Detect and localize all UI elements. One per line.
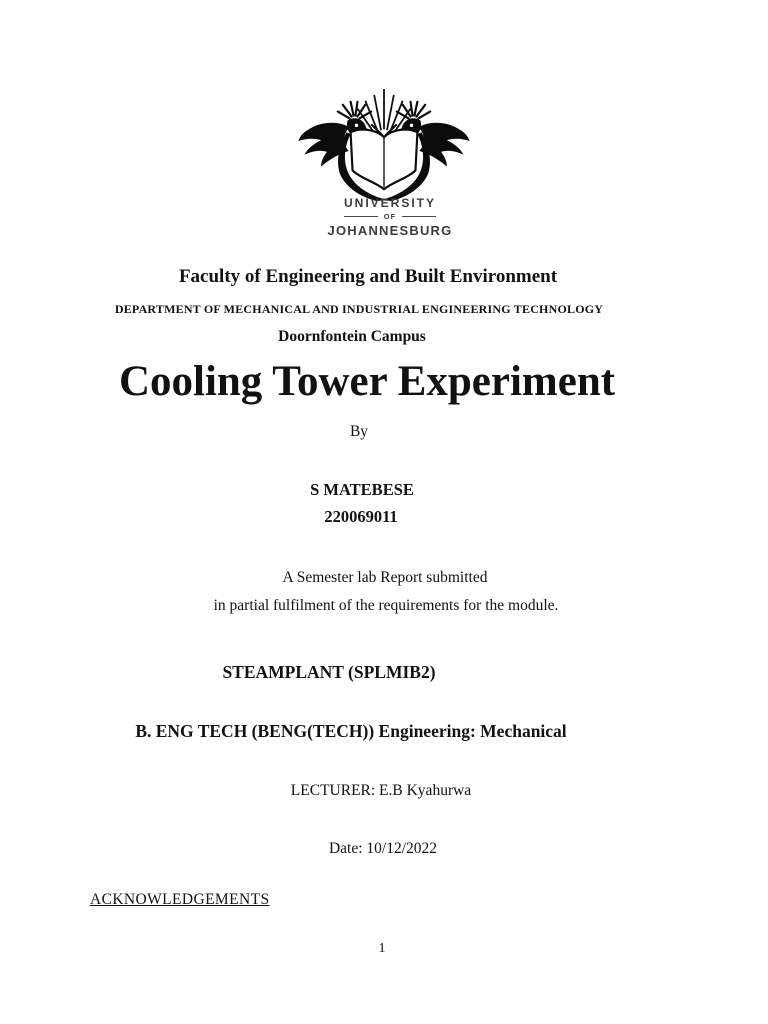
author-name: S MATEBESE (310, 480, 414, 499)
acknowledgements-heading: ACKNOWLEDGEMENTS (90, 891, 270, 908)
page-number: 1 (378, 941, 386, 956)
logo-of-text: OF (383, 212, 397, 221)
submission-line-1: A Semester lab Report submitted (282, 569, 488, 586)
logo-university-text: UNIVERSITY (343, 196, 436, 210)
lecturer-line: LECTURER: E.B Kyahurwa (290, 782, 472, 799)
faculty-line: Faculty of Engineering and Built Environment (178, 266, 558, 287)
logo-rule-left (344, 216, 378, 218)
submission-line-2: in partial fulfilment of the requirements for the module. (213, 597, 559, 614)
module-name: STEAMPLANT (SPLMIB2) (222, 662, 436, 682)
uj-logo (296, 88, 472, 238)
logo-rule-right (402, 216, 436, 218)
date-line: Date: 10/12/2022 (328, 840, 438, 857)
logo-city-text: JOHANNESBURG (327, 223, 453, 238)
campus-line: Doornfontein Campus (278, 328, 426, 345)
uj-emblem-icon (297, 88, 471, 202)
programme-name: B. ENG TECH (BENG(TECH)) Engineering: Mechanical (135, 721, 567, 741)
report-title: Cooling Tower Experiment (118, 358, 616, 405)
byline: By (349, 423, 369, 440)
department-line: DEPARTMENT OF MECHANICAL AND INDUSTRIAL ENGINEERING TECHNOLOGY (114, 302, 604, 316)
open-book-icon (351, 124, 418, 189)
uj-logo-wordmark (302, 196, 478, 238)
student-number: 220069011 (324, 507, 398, 526)
